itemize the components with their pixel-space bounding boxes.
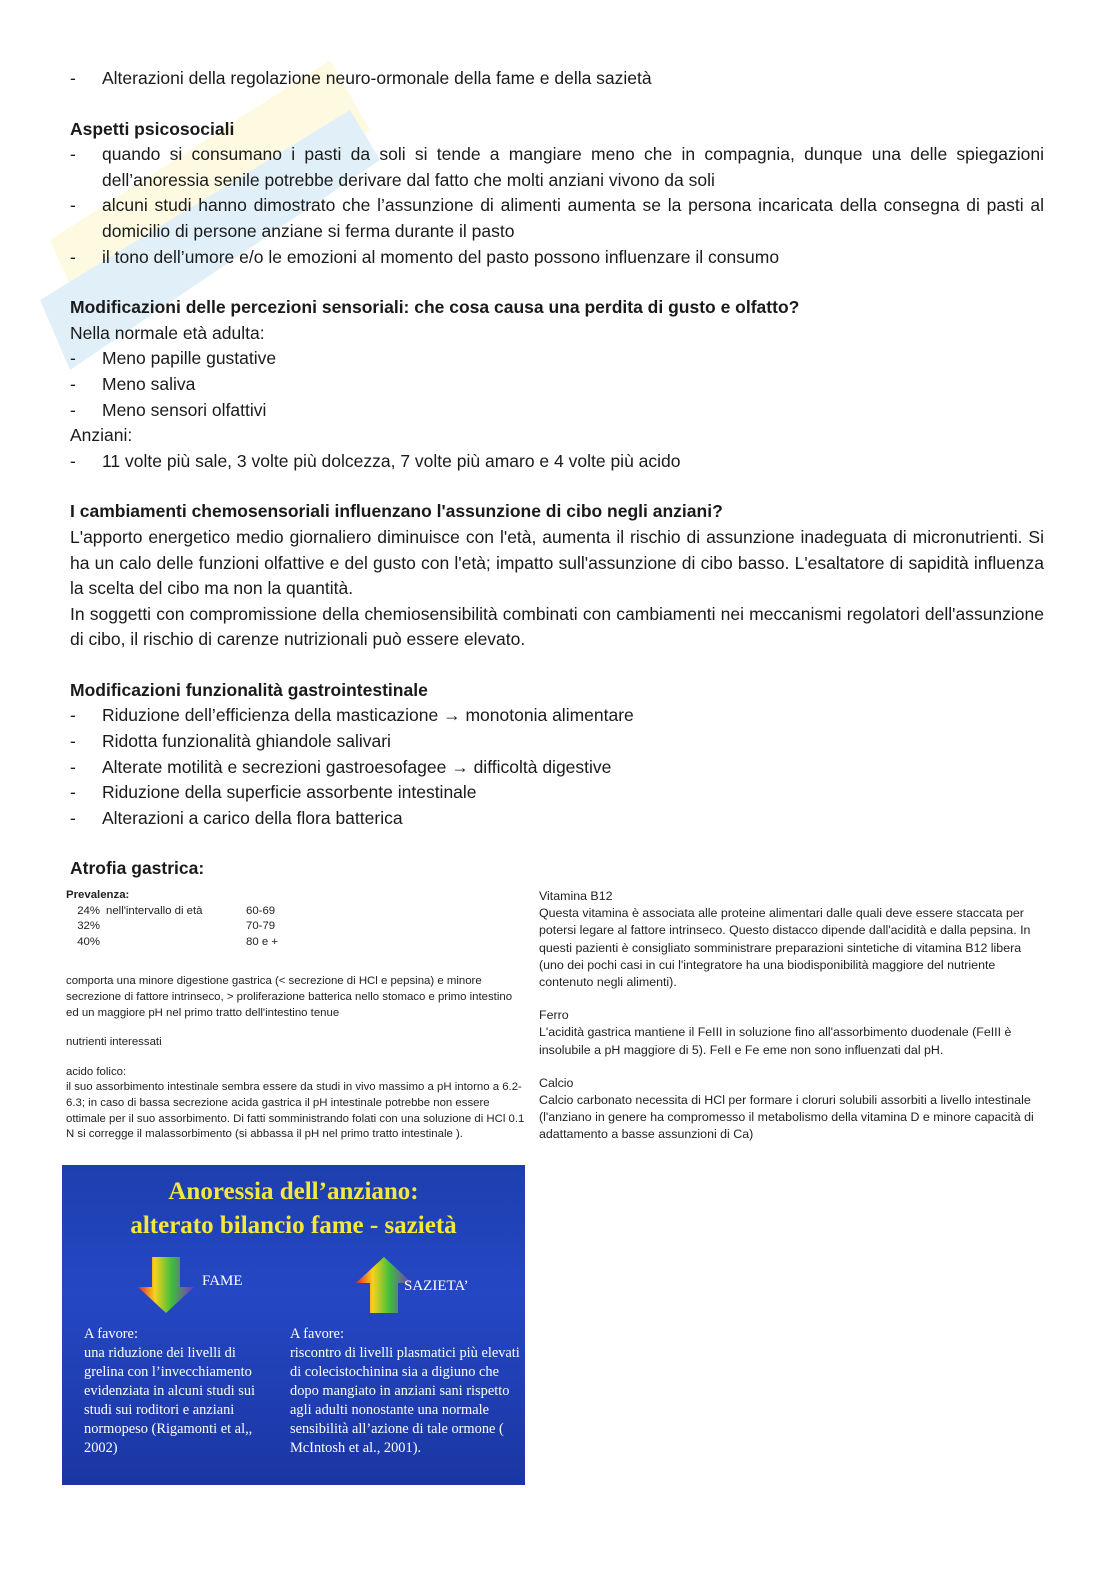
ferro-text: L'acidità gastrica mantiene il FeIII in soluzione fino all'assorbimento duodenale (FeIII è insolubile a pH maggiore di 5). FeII e Fe eme non sono influenzati dal pH. <box>539 1025 1012 1057</box>
slide-right-column: A favore: riscontro di livelli plasmatici più elevati di colecistochinina sia a digiuno che dopo mangiato in anziani sani rispetto agli adulti nonostante una normale sensibilità all’azione di tale ormone ( McIntosh et al., 2001). <box>290 1326 520 1456</box>
effects-text: comporta una minore digestione gastrica (< secrezione di HCl e pepsina) e minore secrezione di fattore intrinseco, > proliferazione batterica nello stomaco e primo intestino ed un maggiore pH nel primo tratto dell'intestino tenue <box>66 975 513 1019</box>
heading-sensoriali: Modificazioni delle percezioni sensoriali: che cosa causa una perdita di gusto e olfatto? <box>70 297 800 318</box>
intro-bullet: Alterazioni della regolazione neuro-ormonale della fame e della sazietà <box>102 68 652 88</box>
list-item: - Riduzione della superficie assorbente intestinale <box>70 782 477 803</box>
heading-chemosensoriali: I cambiamenti chemosensoriali influenzano l'assunzione di cibo negli anziani? <box>70 501 723 522</box>
slide-left-column: A favore: una riduzione dei livelli di grelina con l’invecchiamento evidenziata in alcuni studi sui studi sui roditori e anziani normopeso (Rigamonti et al,, 2002) <box>84 1326 256 1456</box>
list-item: - Alterazioni a carico della flora batterica <box>70 807 403 828</box>
slide-title-line2: alterato bilancio fame - sazietà <box>130 1212 457 1239</box>
list-item: - il tono dell’umore e/o le emozioni al momento del pasto possono influenzare il consumo <box>70 246 780 267</box>
nutrienti-label: nutrienti interessati <box>66 1036 162 1049</box>
paragraph: In soggetti con compromissione della chemiosensibilità combinati con cambiamenti nei meccanismi regolatori dell'assunzione di cibo, il rischio di carenze nutrizionali può essere elevato. <box>70 603 1044 650</box>
prevalenza-row: 40% 80 e + <box>77 935 278 948</box>
list-item: - Alterate motilità e secrezioni gastroesofagee → difficoltà digestive <box>70 756 612 777</box>
prevalenza-row: 32% 70-79 <box>77 920 276 933</box>
folico-label: acido folico: <box>66 1065 127 1078</box>
list-item: - Meno sensori olfattivi <box>70 399 267 420</box>
elderly-label: Anziani: <box>70 425 133 446</box>
sazieta-label: SAZIETA’ <box>404 1278 469 1294</box>
b12-text: Questa vitamina è associata alle proteine alimentari dalle quali deve essere staccata per potersi legare al fattore intrinseco. Questo distacco dipende dall'acidità e dalla pepsina. In questi pazienti è consigliato somministrare preparazioni sintetiche di vitamina B12 libera (uno dei pochi casi in cui l'integratore ha una biodisponibilità maggiore del nutriente contenuto negli alimenti). <box>539 906 1031 990</box>
prevalenza-label: Prevalenza: <box>66 889 130 901</box>
slide-title-line1: Anoressia dell’anziano: <box>168 1178 419 1205</box>
heading-psicosociali: Aspetti psicosociali <box>70 118 235 139</box>
list-item: - Riduzione dell’efficienza della masticazione → monotonia alimentare <box>70 705 634 726</box>
list-item: - 11 volte più sale, 3 volte più dolcezza, 7 volte più amaro e 4 volte più acido <box>70 450 681 471</box>
anoressia-slide <box>62 1165 525 1485</box>
atrofia-scan-right <box>539 888 1039 1144</box>
calcio-label: Calcio <box>539 1075 574 1090</box>
heading-atrofia: Atrofia gastrica: <box>70 858 205 879</box>
adult-label: Nella normale età adulta: <box>70 322 265 343</box>
atrofia-scan-left <box>66 888 526 1143</box>
b12-label: Vitamina B12 <box>539 889 613 903</box>
arrow-down-icon <box>134 1257 200 1315</box>
list-item: - alcuni studi hanno dimostrato che l’assunzione di alimenti aumenta se la persona incaricata della consegna di pasti al domicilio di persone anziane si ferma durante il pasto <box>70 195 1044 241</box>
list-item: - Ridotta funzionalità ghiandole salivari <box>70 731 391 752</box>
ferro-label: Ferro <box>539 1008 569 1023</box>
fame-label: FAME <box>202 1273 243 1289</box>
list-item: - quando si consumano i pasti da soli si tende a mangiare meno che in compagnia, dunque una delle spiegazioni dell’anoressia senile potrebbe derivare dal fatto che molti anziani vivono da soli <box>70 144 1044 190</box>
calcio-text: Calcio carbonato necessita di HCl per formare i cloruri solubili assorbiti a livello intestinale (l'anziano in genere ha compromesso il metabolismo della vitamina D e minore capacità di adattamento a basse assunzioni di Ca) <box>539 1093 1034 1142</box>
list-item: - Meno saliva <box>70 373 196 394</box>
paragraph: L'apporto energetico medio giornaliero diminuisce con l'età, aumenta il rischio di assunzione inadeguata di micronutrienti. Si ha un calo delle funzioni olfattive e del gusto con l'età; impatto sull'assunzione di cibo basso. L'esaltatore di sapidità influenza la scelta del cibo ma non la quantità. <box>70 526 1044 599</box>
heading-gastro: Modificazioni funzionalità gastrointestinale <box>70 679 428 700</box>
folico-text: il suo assorbimento intestinale sembra essere da studi in vivo massimo a pH intorno a 6.2-6.3; in caso di bassa secrezione acida gastrica il pH intestinale potrebbe non essere ottimale per il suo assorbimento. Di fatti somministrando folati con una soluzione di HCl 0.1 N si corregge il malassorbimento (si abbassa il pH nel primo tratto intestinale ). <box>66 1081 525 1141</box>
list-item: - Alterazioni della regolazione neuro-ormonale della fame e della sazietà <box>70 66 1044 92</box>
list-item: - Meno papille gustative <box>70 348 277 369</box>
prevalenza-row: 24% nell'intervallo di età 60-69 <box>77 904 276 917</box>
document-body <box>70 66 1044 882</box>
